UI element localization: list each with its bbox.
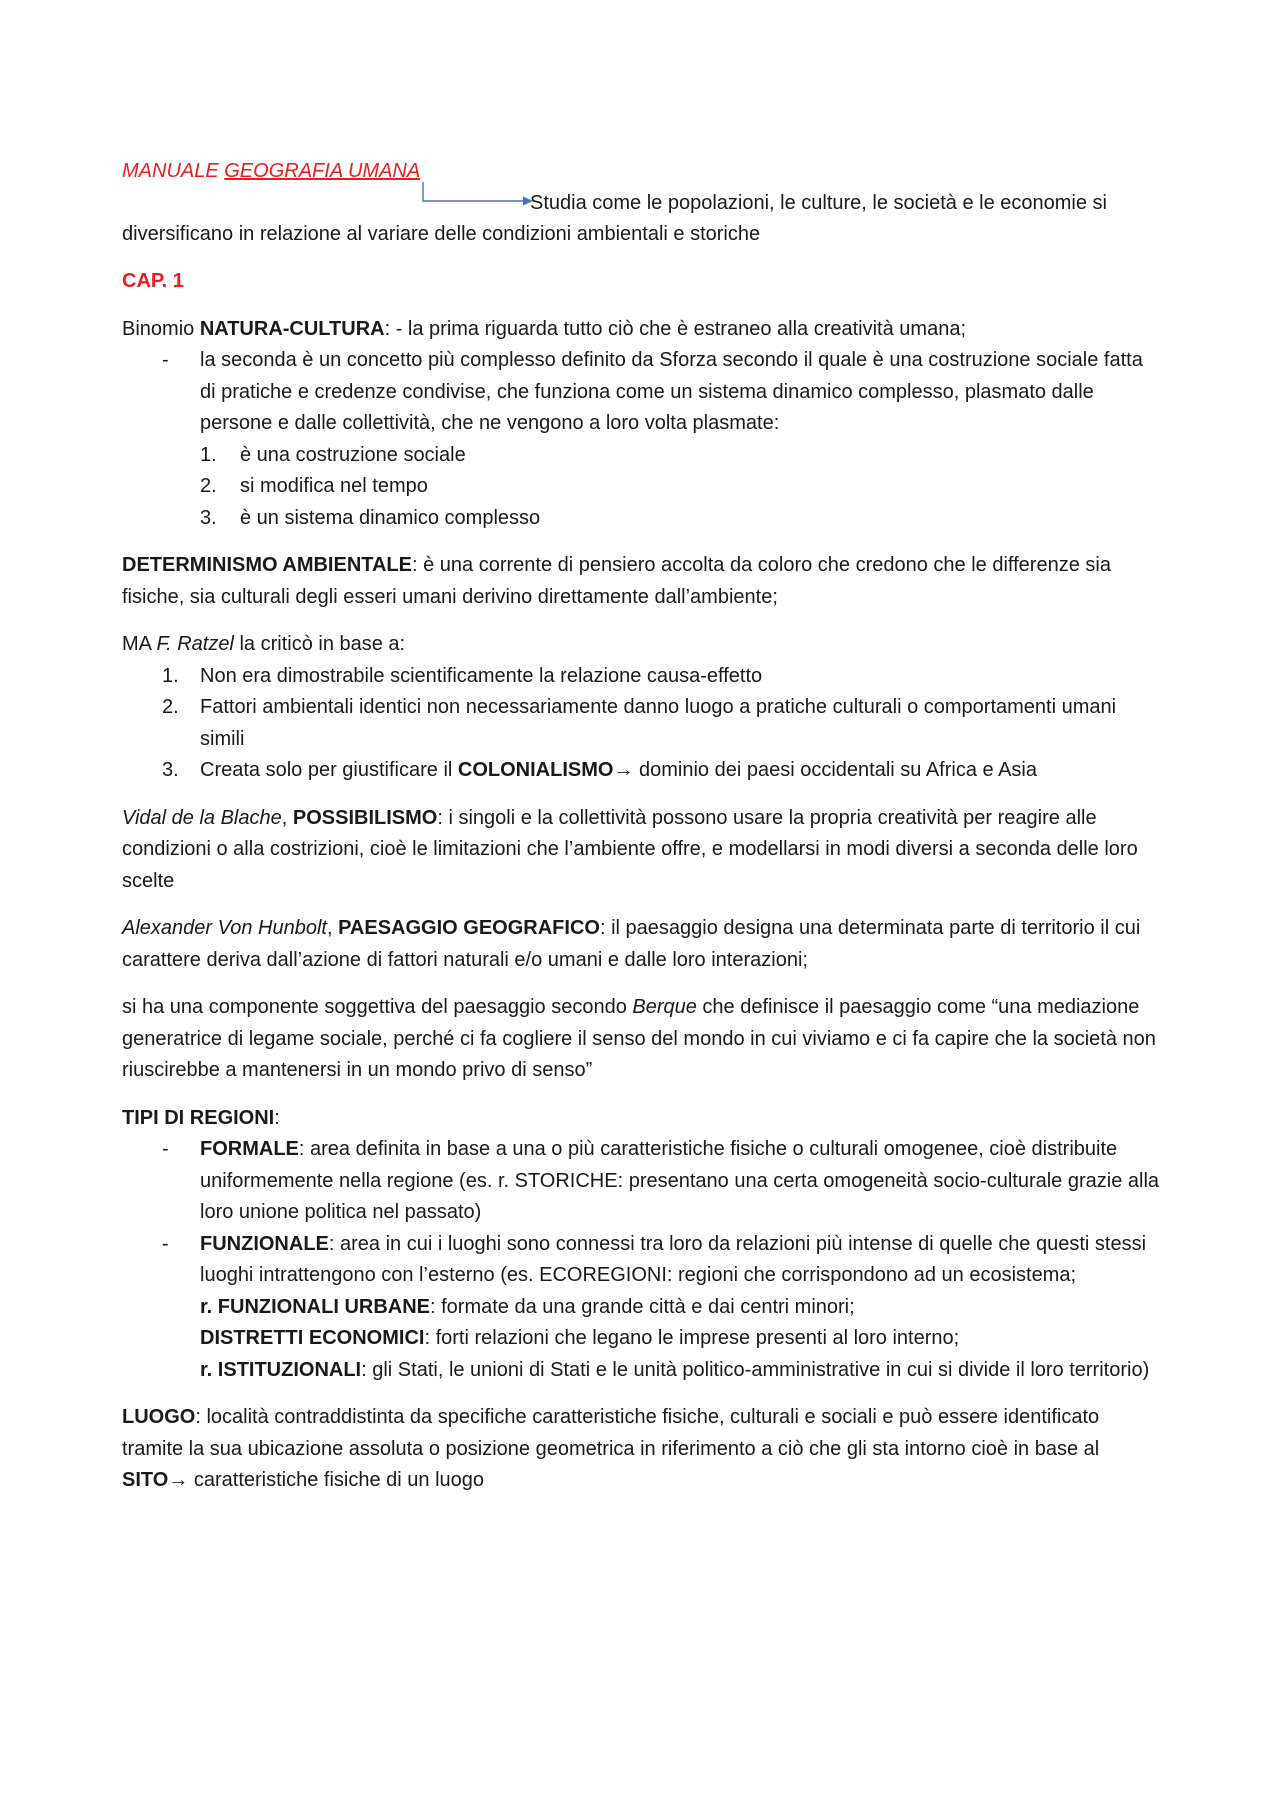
list-item: 2. Fattori ambientali identici non necessariamente danno luogo a pratiche culturali o comportamenti umani simili (162, 696, 1117, 750)
urbane-line: r. FUNZIONALI URBANE: formate da una grande città e dai centri minori; (200, 1295, 855, 1318)
distretti-line: DISTRETTI ECONOMICI: forti relazioni che legano le imprese presenti al loro interno; (200, 1327, 960, 1349)
dash-bullet: - (162, 1232, 169, 1255)
document-title: MANUALE GEOGRAFIA UMANA (122, 160, 421, 182)
luogo-paragraph: LUOGO: località contraddistinta da specifiche caratteristiche fisiche, culturali e sociali e può essere identificato tramite la sua ubicazione assoluta o posizione geometrica in riferimento a ciò che gli sta intorno cioè in base al SITO→ caratteristiche fisiche di un luogo (122, 1406, 1100, 1491)
author-ratzel: F. Ratzel (156, 633, 234, 655)
list-item: 1. Non era dimostrabile scientificamente la relazione causa-effetto (162, 664, 763, 687)
berque-paragraph: si ha una componente soggettiva del paesaggio secondo Berque che definisce il paesaggio come “una mediazione generatrice di legame sociale, perché ci fa cogliere il senso del mondo in cui viviamo e ci fa capire che la società non riuscirebbe a mantenersi in un mondo privo di senso” (122, 996, 1156, 1081)
binomio-list (122, 345, 1162, 440)
dash-bullet: - (162, 1138, 169, 1160)
list-item: 1. è una costruzione sociale (200, 443, 466, 466)
critiche-list (122, 661, 1162, 787)
list-item: 2. si modifica nel tempo (200, 475, 428, 497)
term-colonialismo: COLONIALISMO (457, 759, 614, 781)
dash-bullet: - (162, 349, 169, 371)
term-paesaggio: PAESAGGIO GEOGRAFICO (338, 917, 600, 939)
term-natura-cultura: NATURA-CULTURA (199, 317, 385, 340)
intro-arrow-line (122, 188, 1162, 219)
list-item: - FORMALE: area definita in base a una o più caratteristiche fisiche o culturali omogenee, cioè distribuite uniformemente nella regione (es. r. STORICHE: presentano una certa omogeneità socio-culturale grazie alla loro unione politica nel passato) (122, 1134, 1162, 1229)
list-item: - FUNZIONALE: area in cui i luoghi sono connessi tra loro da relazioni più intense di quelle che questi stessi luoghi intrattengono con l’esterno (es. ECOREGIONI: regioni che corrispondono ad un ecosistema; (122, 1229, 1162, 1292)
term-formale: FORMALE (200, 1138, 299, 1160)
binomio-paragraph: Binomio NATURA-CULTURA: - la prima riguarda tutto ciò che è estraneo alla creatività umana; (122, 317, 966, 340)
document-body (122, 156, 1162, 1497)
list-item: 3. è un sistema dinamico complesso (200, 506, 541, 529)
binomio-points (122, 440, 1162, 535)
paesaggio-paragraph: Alexander Von Hunbolt, PAESAGGIO GEOGRAFICO: il paesaggio designa una determinata parte di territorio il cui carattere deriva dall’azione di fattori naturali e/o umani e dalle loro interazioni; (122, 917, 1141, 971)
possibilismo-paragraph: Vidal de la Blache, POSSIBILISMO: i singoli e la collettività possono usare la propria creatività per reagire alle condizioni o alla costrizioni, cioè le limitazioni che l’ambiente offre, e modellarsi in modi diversi a seconda delle loro scelte (122, 806, 1138, 892)
ratzel-paragraph: MA F. Ratzel la criticò in base a: (122, 633, 406, 655)
term-possibilismo: POSSIBILISMO (292, 806, 438, 829)
intro-line2: diversificano in relazione al variare delle condizioni ambientali e storiche (122, 222, 761, 245)
author-vidal: Vidal de la Blache (122, 806, 282, 829)
regioni-list (122, 1134, 1162, 1292)
istituzionali-line: r. ISTITUZIONALI: gli Stati, le unioni di Stati e le unità politico-amministrative in cui si divide il loro territorio) (200, 1358, 1150, 1381)
term-funzionale: FUNZIONALE (200, 1232, 329, 1255)
chapter-heading: CAP. 1 (122, 270, 184, 292)
term-determinismo: DETERMINISMO AMBIENTALE (122, 554, 412, 576)
regioni-heading: TIPI DI REGIONI: (122, 1106, 280, 1129)
list-item: - la seconda è un concetto più complesso definito da Sforza secondo il quale è una costruzione sociale fatta di pratiche e credenze condivise, che funziona come un sistema dinamico complesso, plasmato dalle persone e dalle collettività, che ne vengono a loro volta plasmate: (122, 345, 1162, 440)
author-humboldt: Alexander Von Hunbolt (122, 917, 327, 939)
determinismo-paragraph: DETERMINISMO AMBIENTALE: è una corrente di pensiero accolta da coloro che credono che le differenze sia fisiche, sia culturali degli esseri umani derivino direttamente dall’ambiente; (122, 554, 1111, 608)
author-berque: Berque (632, 996, 697, 1018)
term-luogo: LUOGO (122, 1406, 196, 1428)
list-item: 3. Creata solo per giustificare il COLONIALISMO→ dominio dei paesi occidentali su Africa e Asia (162, 759, 1038, 781)
title-underlined: GEOGRAFIA UMANA (224, 160, 421, 182)
term-sito: SITO (122, 1469, 169, 1491)
elbow-arrow-icon (422, 182, 534, 208)
intro-line1: Studia come le popolazioni, le culture, le società e le economie si (530, 191, 1107, 214)
